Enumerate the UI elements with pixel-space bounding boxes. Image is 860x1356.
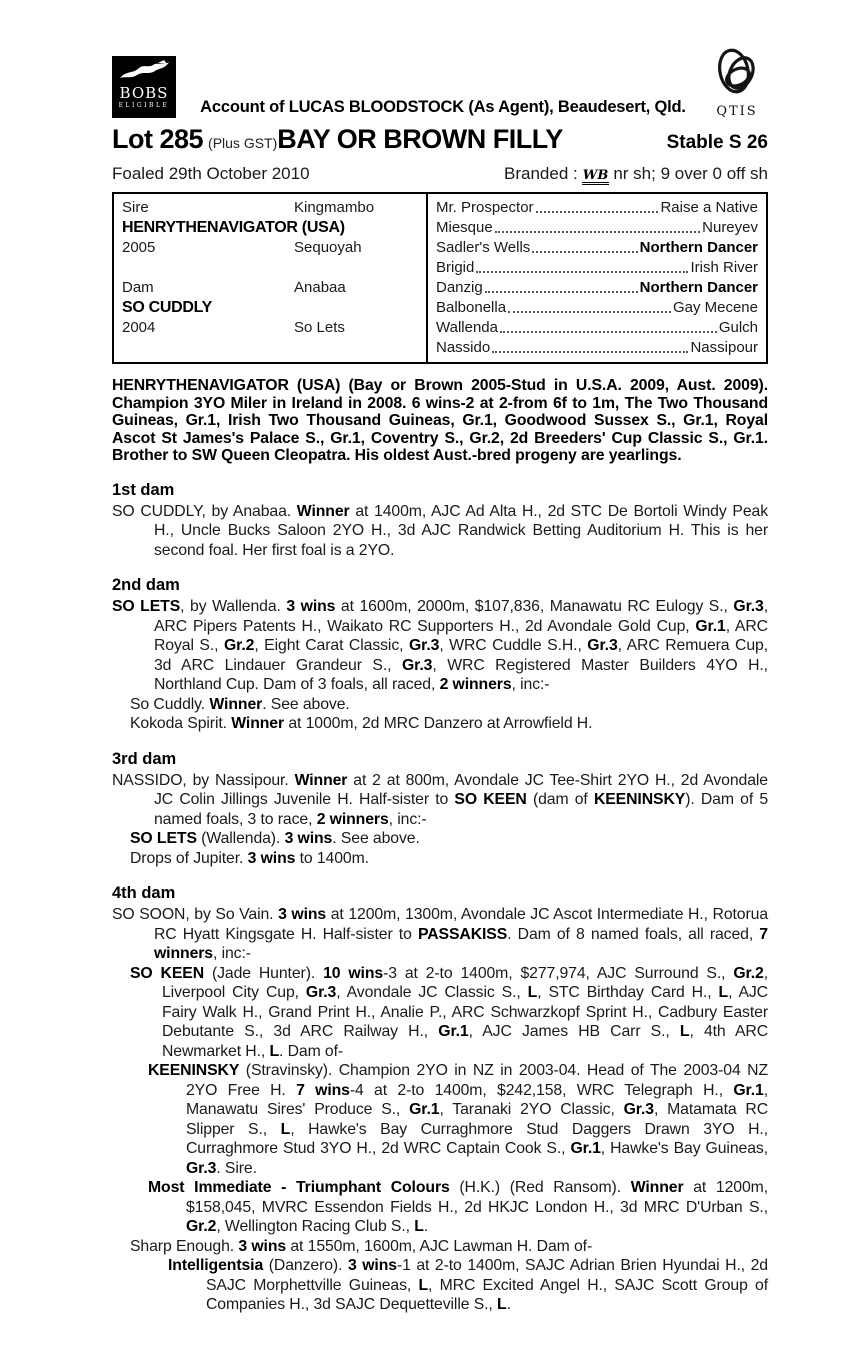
dam-label: Dam (122, 279, 154, 296)
branded-info (504, 164, 768, 185)
lot-number: Lot 285 (112, 124, 204, 154)
pedigree-row: Danzig Northern Dancer (436, 279, 758, 296)
pedigree-table (112, 192, 768, 364)
sire-summary: HENRYTHENAVIGATOR (USA) (Bay or Brown 2005-Stud in U.S.A. 2009, Aust. 2009). Champion 3YO Miler in Ireland in 2008. 6 wins-2 at 2-from 6f to 1m, The Two Thousand Guineas, Gr.1, Irish Two Thousand Guineas, Gr.1, Goodwood Sussex S., Gr.1, Royal Ascot St James's Palace S., Gr.1, Coventry S., Gr.2, 2d Breeders' Cup Classic S., Gr.1. Brother to SW Queen Cleopatra. His oldest Aust.-bred progeny are yearlings. (112, 377, 768, 464)
progeny-entry: SO LETS (Wallenda). 3 wins. See above. (130, 830, 420, 847)
branded-label: Branded : (504, 164, 578, 183)
progeny-entry: KEENINSKY (Stravinsky). Champion 2YO in NZ in 2003-04. Head of The 2003-04 NZ 2YO Free H. 7 wins-4 at 2-to 1400m, $242,158, WRC Telegraph H., Gr.1, Manawatu Sires' Produce S., Gr.1, Taranaki 2YO Classic, Gr.3, Matamata RC Slipper S., L, Hawke's Bay Curraghmore Stud Daggers Drawn 3YO H., Curraghmore Stud 3YO H., 2d WRC Captain Cook S., Gr.1, Hawke's Bay Guineas, Gr.3. Sire. (148, 1062, 769, 1177)
dot-leader (495, 218, 700, 233)
gst-note: (Plus GST) (208, 135, 278, 151)
bobs-eligible-logo (112, 56, 176, 118)
progeny-entry: Drops of Jupiter. 3 wins to 1400m. (130, 849, 369, 867)
progeny-entry: Kokoda Spirit. Winner at 1000m, 2d MRC Danzero at Arrowfield H. (130, 715, 593, 732)
qtis-ellipses-icon (708, 46, 766, 100)
first-dam-paragraph: SO CUDDLY, by Anabaa. Winner at 1400m, AJC Ad Alta H., 2d STC De Bortoli Windy Peak H., Uncle Bucks Saloon 2YO H., 3d AJC Randwick Betting Auditorium H. This is her second foal. Her first foal is a 2YO. (112, 502, 768, 559)
pedigree-row (122, 258, 426, 278)
dot-leader (492, 338, 688, 353)
pedigree-row (122, 198, 426, 218)
pedigree-row: Balbonella Gay Mecene (436, 299, 758, 316)
grandam-name: Sequoyah (294, 239, 362, 256)
lot-title-row (112, 124, 768, 155)
progeny-entry: Intelligentsia (Danzero). 3 wins-1 at 2-to 1400m, SAJC Adrian Brien Hyundai H., 2d SAJC Morphettville Guineas, L, MRC Excited Angel H., SAJC Scott Group of Companies H., 3d SAJC Dequetteville S., L. (168, 1257, 768, 1313)
qtis-label: QTIS (716, 104, 758, 119)
sire-label: Sire (122, 199, 149, 216)
pedigree-left-columns (114, 194, 426, 362)
page-header (112, 46, 768, 118)
sire-year: 2005 (122, 239, 156, 256)
second-dam-heading: 2nd dam (112, 576, 180, 594)
pedigree-row (122, 218, 426, 238)
third-dam-heading: 3rd dam (112, 749, 177, 768)
dam-name: SO CUDDLY (122, 299, 213, 316)
horse-icon (118, 59, 170, 81)
grandsire-name: Kingmambo (294, 199, 375, 216)
pedigree-row (122, 338, 426, 358)
pedigree-row: Sadler's Wells Northern Dancer (436, 239, 758, 256)
account-line: Account of LUCAS BLOODSTOCK (As Agent), Beaudesert, Qld. (200, 98, 686, 116)
dot-leader (500, 318, 717, 333)
pedigree-row (122, 298, 426, 318)
stable-position: Stable S 26 (666, 132, 768, 153)
second-dam-paragraph: SO LETS, by Wallenda. 3 wins at 1600m, 2000m, $107,836, Manawatu RC Eulogy S., Gr.3, ARC Pipers Patents H., Waikato RC Supporters H., 2d Avondale Gold Cup, Gr.1, ARC Royal S., Gr.2, Eight Carat Classic, Gr.3, WRC Cuddle S.H., Gr.3, ARC Remuera Cup, 3d ARC Lindauer Grandeur S., Gr.3, WRC Registered Master Builders 4YO H., Northland Cup. Dam of 3 foals, all raced, 2 winners, inc:- (112, 598, 769, 693)
sire-name: HENRYTHENAVIGATOR (USA) (122, 219, 345, 236)
foaled-branded-row (112, 164, 768, 185)
dot-leader (476, 258, 688, 273)
brand-mark: WB (582, 168, 609, 183)
pedigree-row (122, 238, 426, 258)
bobs-eligible-text: ELIGIBLE (118, 102, 170, 109)
pedigree-row: Brigid Irish River (436, 259, 758, 276)
qtis-logo (706, 46, 768, 118)
fourth-dam-paragraph: SO SOON, by So Vain. 3 wins at 1200m, 1300m, Avondale JC Ascot Intermediate H., Rotorua RC Hyatt Kingsgate H. Half-sister to PASSAKISS. Dam of 8 named foals, all raced, 7 winners, inc:- (112, 906, 769, 962)
dam-year: 2004 (122, 319, 156, 336)
first-dam-heading: 1st dam (112, 480, 175, 499)
dot-leader (508, 298, 671, 313)
progeny-entry: SO KEEN (Jade Hunter). 10 wins-3 at 2-to 1400m, $277,974, AJC Surround S., Gr.2, Liverpool City Cup, Gr.3, Avondale JC Classic S., L, STC Birthday Card H., L, AJC Fairy Walk H., Grand Print H., Analie P., ARC Schwarzkopf Sprint H., Cadbury Easter Debutante S., 3d ARC Railway H., Gr.1, AJC James HB Carr S., L, 4th ARC Newmarket H., L. Dam of- (130, 964, 769, 1060)
pedigree-row (122, 318, 426, 338)
pedigree-row (122, 278, 426, 298)
dot-leader (485, 278, 638, 293)
progeny-entry: Sharp Enough. 3 wins at 1550m, 1600m, AJC Lawman H. Dam of- (130, 1237, 593, 1255)
horse-title: BAY OR BROWN FILLY (277, 124, 563, 154)
progeny-entry: So Cuddly. Winner. See above. (130, 695, 350, 713)
progeny-entry: Most Immediate - Triumphant Colours (H.K.) (Red Ransom). Winner at 1200m, $158,045, MVRC Essendon Fields H., 2d HKJC London H., 3d MRC D'Urban S., Gr.2, Wellington Racing Club S., L. (148, 1179, 768, 1235)
foaled-date: Foaled 29th October 2010 (112, 164, 310, 183)
dot-leader (536, 198, 659, 213)
pedigree-third-generation (426, 194, 766, 362)
fourth-dam-heading: 4th dam (112, 884, 176, 902)
third-dam-paragraph: NASSIDO, by Nassipour. Winner at 2 at 800m, Avondale JC Tee-Shirt 2YO H., 2d Avondale JC Colin Jillings Juvenile H. Half-sister to SO KEEN (dam of KEENINSKY). Dam of 5 named foals, 3 to race, 2 winners, inc:- (112, 771, 769, 828)
bobs-logo-text: BOBS (119, 84, 169, 102)
pedigree-row: Nassido Nassipour (436, 339, 758, 356)
pedigree-row: Wallenda Gulch (436, 319, 758, 336)
damsire-name: Anabaa (294, 279, 346, 296)
dot-leader (532, 238, 637, 253)
pedigree-row: Mr. Prospector Raise a Native (436, 199, 758, 216)
brand-location: nr sh; 9 over 0 off sh (613, 164, 768, 183)
granddam-name: So Lets (294, 319, 345, 336)
pedigree-row: Miesque Nureyev (436, 219, 758, 236)
